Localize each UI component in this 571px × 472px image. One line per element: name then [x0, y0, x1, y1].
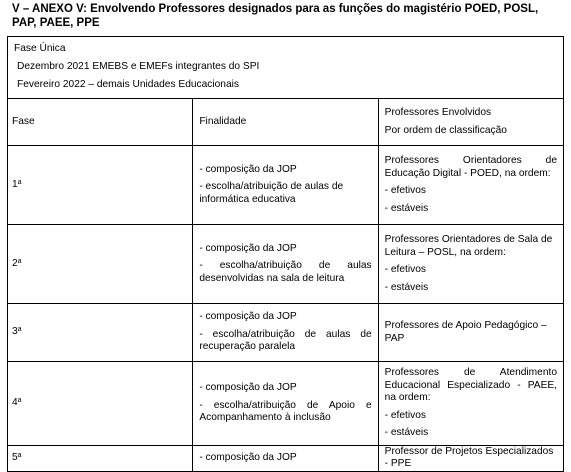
professores-item: - efetivos	[384, 409, 426, 421]
row-number	[8, 445, 193, 471]
row-number	[8, 362, 193, 446]
row-professores	[378, 445, 563, 471]
finalidade-item: - escolha/atribuição de Apoio e Acompanhamento à inclusão	[199, 399, 372, 423]
assignment-table	[7, 36, 564, 472]
professores-item: - estáveis	[384, 427, 429, 438]
phase-label: Fase Única	[14, 43, 66, 54]
row-number-ordinal: a	[17, 326, 22, 334]
phase-header-cell	[8, 37, 564, 99]
row-professores	[378, 362, 563, 446]
column-header-fase: Fase	[8, 99, 193, 146]
row-number	[8, 304, 193, 362]
column-header-finalidade: Finalidade	[193, 99, 378, 146]
row-professores	[378, 225, 563, 304]
row-number-ordinal: a	[17, 397, 22, 404]
professores-item: Professores Orientadores de Sala de Leitura – POSL, na ordem:	[384, 234, 553, 258]
table-row	[8, 225, 564, 304]
finalidade-item: - escolha/atribuição de aulas de informática educativa	[199, 181, 344, 205]
phase-date-december: Dezembro 2021 EMEBS e EMEFs integrantes do SPI	[17, 61, 260, 72]
table-row	[8, 362, 564, 446]
row-professores	[378, 304, 563, 362]
professores-item: Professores de Apoio Pedagógico – PAP	[384, 320, 547, 344]
row-finalidade	[193, 304, 378, 362]
row-number	[8, 146, 193, 225]
finalidade-item: - composição da JOP	[199, 163, 297, 175]
row-number-value: 1	[12, 178, 18, 190]
finalidade-item: - escolha/atribuição de aulas de recuperação paralela	[199, 328, 372, 353]
professores-item: - estáveis	[384, 202, 429, 214]
row-number-ordinal: a	[17, 451, 22, 459]
professores-item: - efetivos	[384, 185, 426, 196]
column-header-professores	[378, 99, 563, 146]
finalidade-item: - composição da JOP	[199, 311, 297, 323]
professores-item: - efetivos	[384, 264, 426, 275]
finalidade-item: - escolha/atribuição de aulas desenvolvidas na sala de leitura	[199, 260, 372, 284]
row-finalidade	[193, 445, 378, 471]
finalidade-item: - composição da JOP	[199, 451, 297, 463]
column-header-professores-line2: Por ordem de classificação	[384, 124, 507, 136]
professores-item: - estáveis	[384, 281, 429, 293]
professores-item: Professores de Atendimento Educacional Especializado - PAEE, na ordem:	[384, 367, 557, 403]
row-finalidade	[193, 146, 378, 225]
table-row	[8, 445, 564, 471]
row-number-ordinal: a	[17, 257, 22, 265]
phase-date-february: Fevereiro 2022 – demais Unidades Educacionais	[17, 79, 239, 90]
row-number-ordinal: a	[17, 178, 22, 186]
row-number-value: 2	[12, 257, 18, 269]
column-header-professores-line1: Professores Envolvidos	[384, 107, 492, 118]
table-row	[8, 146, 564, 225]
row-number-value: 3	[12, 326, 18, 338]
row-number-value: 5	[12, 451, 18, 463]
finalidade-item: - composição da JOP	[199, 242, 297, 254]
phase-header-row	[8, 37, 564, 99]
document-title: V – ANEXO V: Envolvendo Professores designados para as funções do magistério POED, POSL, PAP, PAEE, PPE	[12, 3, 539, 29]
professores-item: Professor de Projetos Especializados - PPE	[384, 445, 554, 469]
row-number	[8, 225, 193, 304]
table-row	[8, 304, 564, 362]
column-header-row	[8, 99, 564, 146]
row-finalidade	[193, 362, 378, 446]
professores-item: Professores Orientadores de Educação Digital - POED, na ordem:	[384, 155, 557, 179]
finalidade-item: - composição da JOP	[199, 382, 297, 393]
row-finalidade	[193, 225, 378, 304]
row-professores	[378, 146, 563, 225]
row-number-value: 4	[12, 397, 18, 408]
